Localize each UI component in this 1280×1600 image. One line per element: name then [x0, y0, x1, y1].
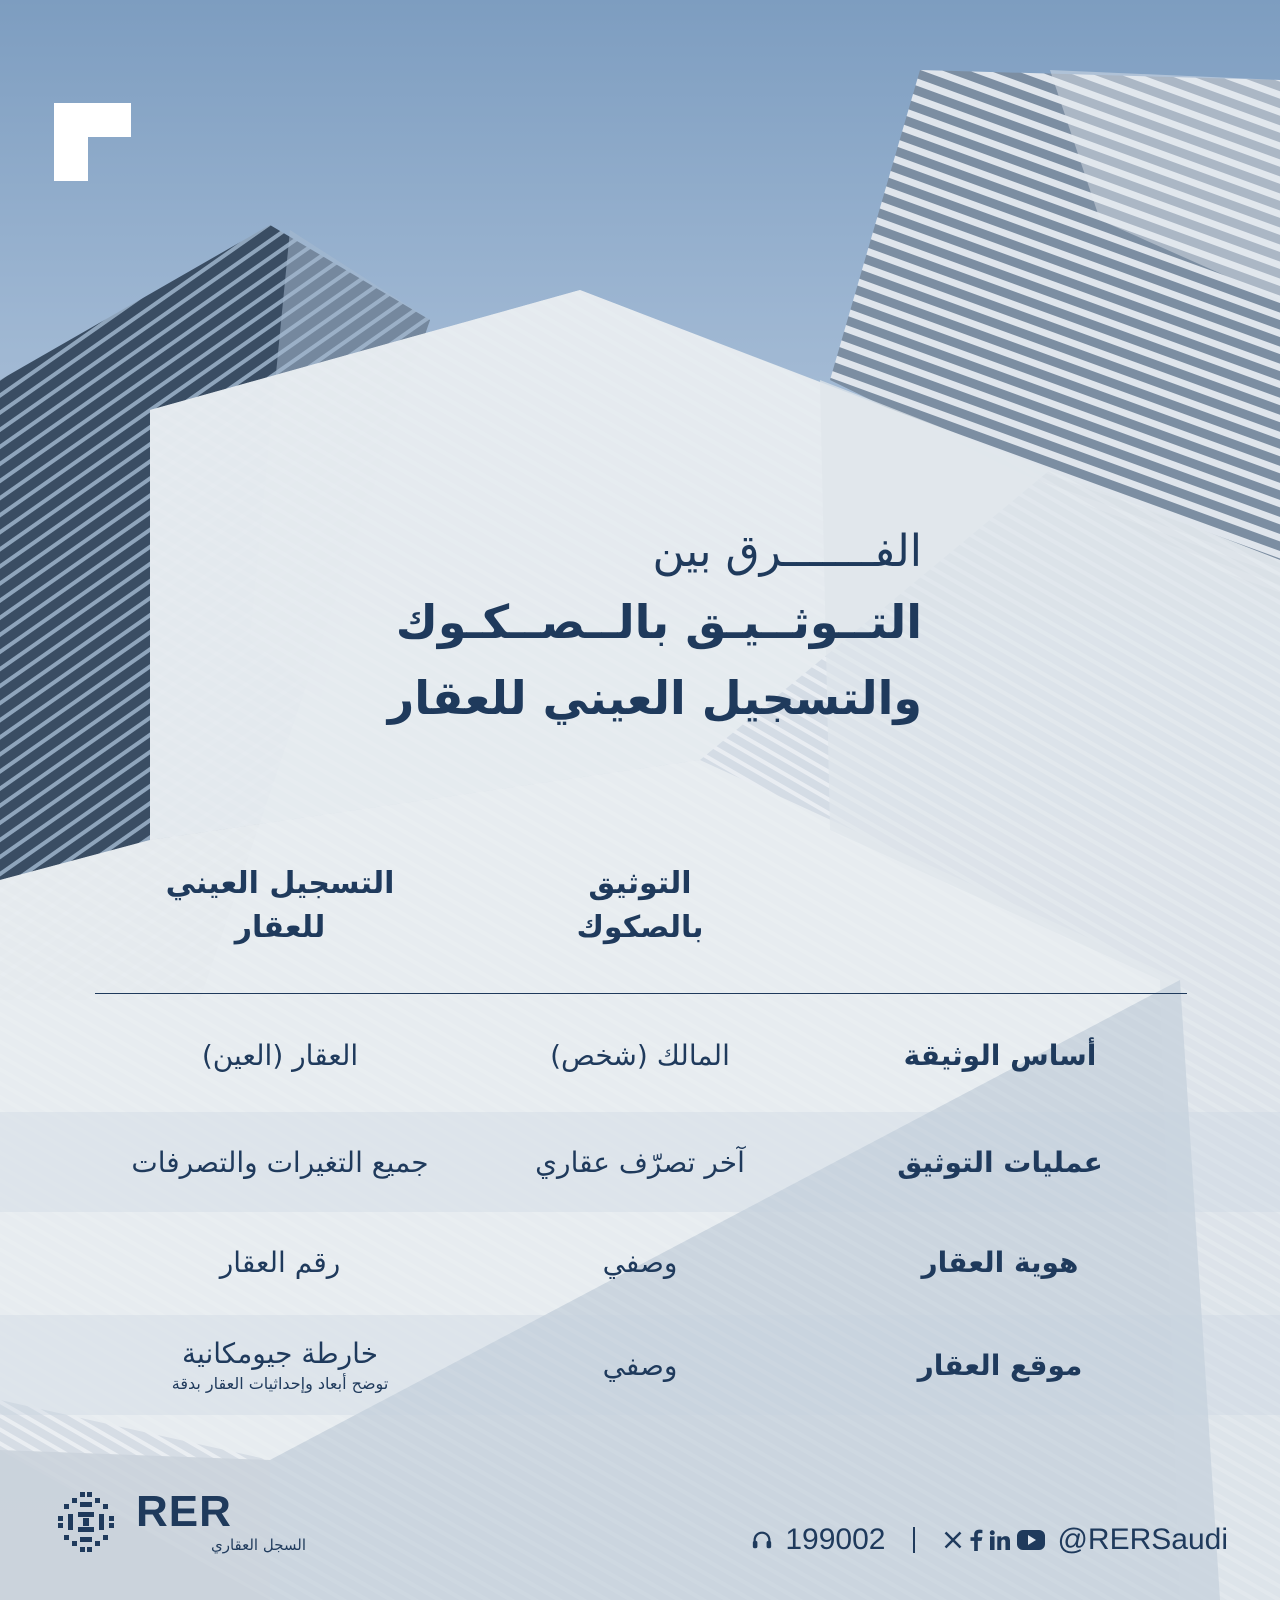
row-register-value [110, 1112, 450, 1212]
row-register-text: جميع التغيرات والتصرفات [131, 1145, 429, 1179]
corner-bracket-icon [54, 103, 131, 181]
row-register-value [110, 1005, 450, 1105]
phone-number[interactable]: 199002 [785, 1523, 886, 1556]
row-deeds-value: وصفي [602, 1348, 678, 1382]
table-row [0, 1315, 1280, 1415]
linkedin-icon[interactable] [989, 1530, 1011, 1550]
table-divider [95, 993, 1187, 994]
column-header-register [130, 862, 430, 950]
social-icons [943, 1529, 1045, 1551]
x-icon[interactable] [943, 1530, 963, 1550]
column-header-deeds-line1: التوثيق [588, 866, 692, 901]
column-header-deeds-line2: بالصكوك [576, 910, 704, 945]
footer-contact [751, 1518, 1228, 1562]
column-header-register-line1: التسجيل العيني [165, 866, 395, 901]
youtube-icon[interactable] [1017, 1530, 1045, 1550]
table-row [0, 1212, 1280, 1312]
logo-wordmark: RER [136, 1487, 232, 1536]
headset-icon [751, 1529, 773, 1551]
column-header-deeds [520, 862, 760, 950]
title-line-3: والتسجيل العيني للعقار [387, 671, 922, 725]
column-header-register-line2: للعقار [234, 910, 326, 945]
row-register-text: العقار (العين) [201, 1038, 359, 1072]
table-row [0, 1112, 1280, 1212]
row-label: عمليات التوثيق [897, 1145, 1103, 1179]
row-label: هوية العقار [921, 1245, 1079, 1279]
social-handle[interactable]: @RERSaudi [1057, 1523, 1228, 1556]
row-register-value [110, 1212, 450, 1312]
page-title [322, 520, 922, 736]
table-row [0, 1005, 1280, 1105]
rer-logo [54, 1487, 314, 1560]
row-register-text: رقم العقار [219, 1245, 341, 1279]
row-label: أساس الوثيقة [903, 1038, 1097, 1072]
row-register-note: توضح أبعاد وإحداثيات العقار بدقة [171, 1374, 389, 1393]
rer-emblem-icon [54, 1490, 118, 1554]
row-label: موقع العقار [917, 1348, 1083, 1382]
row-deeds-value: آخر تصرّف عقاري [535, 1145, 745, 1179]
footer-separator [913, 1527, 915, 1553]
row-deeds-value: وصفي [602, 1245, 678, 1279]
row-register-value [110, 1315, 450, 1415]
row-deeds-value: المالك (شخص) [550, 1038, 730, 1072]
logo-subtitle: السجل العقاري [210, 1536, 306, 1554]
title-line-2: التــوثــيـق بالــصــكـوك [395, 595, 922, 649]
title-line-1: الفـــــــرق بين [652, 526, 922, 577]
row-register-text: خارطة جيومكانية [181, 1337, 379, 1370]
facebook-icon[interactable] [969, 1529, 983, 1551]
